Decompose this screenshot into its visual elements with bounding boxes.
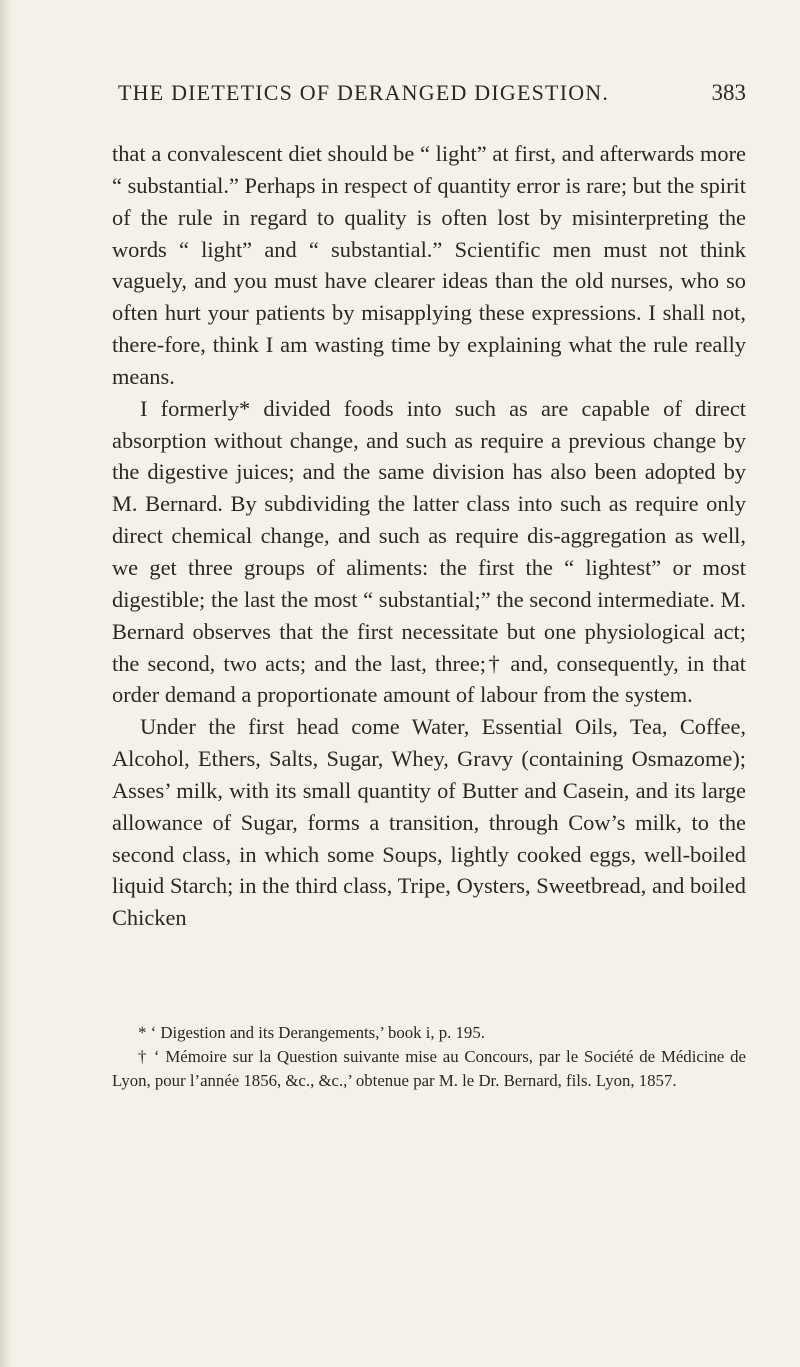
page-edge-shadow [0, 0, 12, 1367]
running-head: THE DIETETICS OF DERANGED DIGESTION. [118, 80, 610, 105]
page-header [112, 80, 746, 114]
paragraph: that a convalescent diet should be “ light” at first, and afterwards more “ substantial.” Perhaps in respect of quantity error is rare; but the spirit of the rule in regard to quality is often lost by misinterpreting the words “ light” and “ substantial.” Scientific men must not think vaguely, and you must have clearer ideas than the old nurses, who so often hurt your patients by misapplying these expressions. I shall not, there-fore, think I am wasting time by explaining what the rule really means. [112, 141, 746, 389]
paragraph: Under the first head come Water, Essential Oils, Tea, Coffee, Alcohol, Ethers, Salts, Sugar, Whey, Gravy (containing Osmazome); Asses’ milk, with its small quantity of Butter and Casein, and its large allowance of Sugar, forms a transition, through Cow’s milk, to the second class, in which some Soups, lightly cooked eggs, well-boiled liquid Starch; in the third class, Tripe, Oysters, Sweetbread, and boiled Chicken [112, 714, 746, 931]
page-number: 383 [711, 80, 746, 105]
footnotes [112, 1021, 746, 1093]
body-text [112, 138, 746, 934]
footnote: † ‘ Mémoire sur la Question suivante mise au Concours, par le Société de Médicine de Lyon, pour l’année 1856, &c., &c.,’ obtenue par M. le Dr. Bernard, fils. Lyon, 1857. [112, 1047, 746, 1090]
footnote: * ‘ Digestion and its Derangements,’ book i, p. 195. [138, 1023, 485, 1042]
paragraph: I formerly* divided foods into such as are capable of direct absorption without change, and such as require a previous change by the digestive juices; and the same division has also been adopted by M. Bernard. By subdividing the latter class into such as require only direct chemical change, and such as require dis-aggregation as well, we get three groups of aliments: the first the “ lightest” or most digestible; the last the most “ substantial;” the second intermediate. M. Bernard observes that the first necessitate but one physiological act; the second, two acts; and the last, three;† and, consequently, in that order demand a proportionate amount of labour from the system. [112, 395, 746, 708]
